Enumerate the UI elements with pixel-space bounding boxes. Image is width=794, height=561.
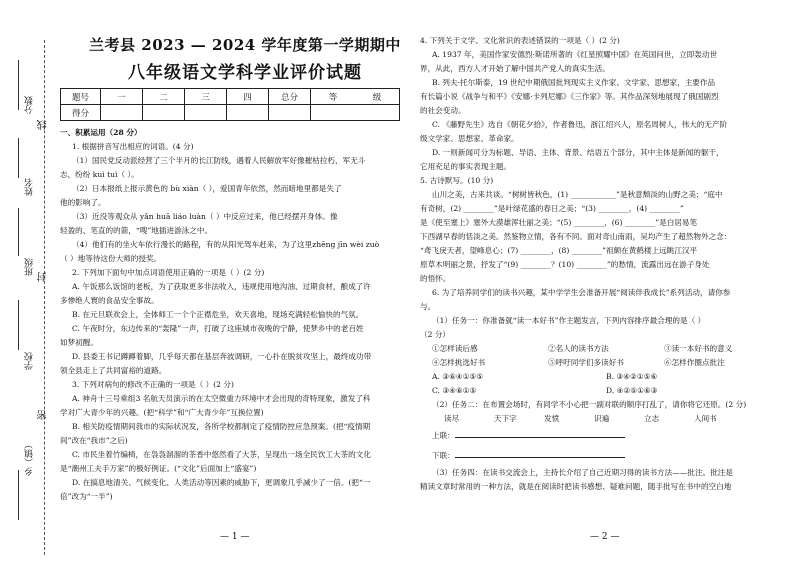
poem-line-1: 山川之美，古来共谈。“树树皆秋色，(1) ____________”是秋意颓淡的山野之美；“庭中 bbox=[432, 190, 723, 199]
margin-mi: 密 bbox=[38, 410, 49, 420]
couplet-word: 天下字 bbox=[494, 414, 517, 423]
question-6: 6. 为了培养同学们的读书兴趣，某中学学生会准备开展“阅读伴我成长”系列活动，请你参 bbox=[432, 288, 731, 297]
right-body-text bbox=[420, 34, 780, 494]
couplet-word: 发愤 bbox=[544, 414, 560, 423]
list-item: ⑤呼吁同学们多读好书 bbox=[548, 358, 624, 367]
score-header-cell: 三 bbox=[185, 89, 227, 105]
left-page bbox=[60, 0, 405, 561]
option-4b-cont: 有长篇小说《战争与和平》《安娜·卡列尼娜》《三作家》等。其作品深刻地展现了俄国剧烈 bbox=[420, 92, 719, 101]
poem-line-5: “鸢飞戾天者，望峰息心；(7) ________，(8) ________”祖颇在黄鹤楼上远眺江汉平 bbox=[420, 246, 698, 255]
list-item: ①怎样读后感 bbox=[432, 344, 478, 353]
question-2: 2. 下列加下面句中加点词语使用正确的一项是（ ）(2 分) bbox=[72, 268, 265, 277]
lower-couplet-label: 下联： bbox=[432, 451, 455, 460]
option-3a: A. 神舟十三号乘组3 名航天员演示的在太空微重力环境中才会出现的奇特现象，激发了科 bbox=[72, 394, 371, 403]
exam-title-line2: 八年级语文学科学业评价试题 bbox=[128, 63, 362, 83]
option-2b: B. 在元旦联欢会上，全体师工一个个正襟危坐，欢天喜地，现场充满轻松愉快的气氛。 bbox=[72, 310, 364, 319]
task-2: （2）任务二：在布置会场时，有同学不小心把一副对联的顺序打乱了，请你将它还原。(2 分) bbox=[432, 400, 747, 409]
school-rule bbox=[18, 300, 19, 350]
task-1: （1）任务一：你准备就“读一本好书”作主题发言，下列内容排序最合理的是（ ） bbox=[432, 316, 706, 325]
score-cell[interactable] bbox=[227, 105, 269, 121]
option-4a: A. 1937 年，美国作家安德烈·斯诺所著的《红星照耀中国》在英国问世，立即轰动世 bbox=[432, 50, 718, 59]
score-cell[interactable] bbox=[143, 105, 185, 121]
poem-line-2: 有奇树，(2) ________”是叶绿花盛的春日之美；“(3) ________，(4) ________” bbox=[420, 204, 684, 213]
margin-xingming: 姓名 bbox=[25, 178, 35, 196]
task-1-options-row1 bbox=[420, 370, 780, 384]
option-3b: B. 相关防疫情期间我市的实际状况发，各所学校都制定了疫情防控应急预案。(把“疫情期 bbox=[72, 422, 371, 431]
question-1: 1. 根据拼音写出相应的词语。(4 分) bbox=[72, 142, 194, 151]
question-1-2-cont: 他的影响了。 bbox=[60, 198, 106, 207]
score-header-cell: 级 bbox=[355, 89, 400, 105]
score-cell[interactable] bbox=[311, 105, 400, 121]
task-1-cont: （2 分） bbox=[420, 330, 451, 339]
score-rule bbox=[18, 60, 19, 110]
score-table bbox=[60, 88, 400, 121]
margin-xian: 线 bbox=[38, 120, 49, 130]
option-3d: D. 在搞息地清关、气候变化、人类活动等因素的威胁下，更调象几乎减少了一倍。(把“一 bbox=[72, 478, 371, 487]
question-1-3: （3）近没等观众从 yǎn huā liáo luàn（ ）中反应过来，他已经摆开身体。像 bbox=[72, 212, 338, 221]
town-rule bbox=[18, 470, 19, 520]
score-table-row bbox=[61, 105, 400, 121]
score-cell[interactable] bbox=[185, 105, 227, 121]
upper-couplet-label: 上联： bbox=[432, 431, 455, 440]
poem-line-6: 原草木明丽之景，抒发了“(9) ________？(10) ________”的愁情，流露出远在游子身处 bbox=[420, 260, 710, 269]
margin-feng: 封 bbox=[38, 272, 49, 282]
score-header-cell: 总分 bbox=[269, 89, 311, 105]
class-rule bbox=[18, 208, 19, 256]
score-header-cell: 二 bbox=[143, 89, 185, 105]
name-rule bbox=[18, 138, 19, 178]
margin-fen: 分数 bbox=[25, 96, 35, 114]
option-3d-cont: 倍”改为“一半”) bbox=[60, 492, 113, 501]
option-4b: B. 列夫·托尔斯泰，19 世纪中期俄国批判现实主义作家、文学家、思想家，主要作品 bbox=[432, 78, 716, 87]
task-1-items-row2 bbox=[420, 356, 780, 370]
question-1-4: （4）他们有的坐火车依行漫长的路程，有的从阳光驾车赶来，为了这里zhēng jīn wèi zuò bbox=[72, 240, 380, 249]
question-1-4-cont: （ ）地等待这份大师的授奖。 bbox=[60, 254, 162, 263]
question-1-1: （1）国民党反动派经营了三个半月的长江防线，遇着人民解放军好像摧枯拉朽，军无斗 bbox=[72, 156, 366, 165]
couplet-word: 人间书 bbox=[694, 414, 717, 423]
exam-title-line1: 兰考县 2023 — 2024 学年度第一学期期中 bbox=[89, 36, 401, 54]
score-cell[interactable] bbox=[269, 105, 311, 121]
list-item: ③读一本好书的意义 bbox=[664, 344, 733, 353]
right-page bbox=[420, 0, 780, 561]
poem-line-4: 下西湖早春的恬淡之美。然鉴物立情，各有不同。面对奇山南雨，吴均产生了超然物外之念： bbox=[420, 232, 732, 241]
score-cell[interactable] bbox=[101, 105, 143, 121]
option-3b-cont: 间”改在“我市”之后) bbox=[60, 436, 128, 445]
score-header-cell: 题号 bbox=[61, 89, 101, 105]
upper-couplet-blank[interactable] bbox=[455, 428, 625, 438]
list-item: ④怎样挑选好书 bbox=[432, 358, 486, 367]
poem-line-7: 的悟怀。 bbox=[420, 274, 451, 283]
question-4: 4. 下列关于文学、文化常识的表述错误的一项是（ ）(2 分) bbox=[420, 36, 620, 45]
margin-banji: 班级 bbox=[25, 258, 35, 276]
option-2d-cont: 领全县走上了共同富裕的道路。 bbox=[60, 366, 167, 375]
option-3c-cont: 是“潮州工夫手万家”的极好例证。(“文化”后面加上“盛宴”) bbox=[60, 464, 257, 473]
couplet-words bbox=[420, 412, 744, 426]
score-row-label: 得分 bbox=[61, 105, 101, 121]
question-3: 3. 下列对病句的修改不正确的一项是（ ）(2 分) bbox=[72, 380, 234, 389]
option-3c: C. 市民坐着竹编椅，在袅袅溜溜的茶香中悠然看了大茶，呈现出一场全民饮工大茶的文化 bbox=[72, 450, 371, 459]
list-item: ②名人的读书方法 bbox=[548, 344, 609, 353]
option-3a-cont: 学对广大青少年的兴趣。(把“科学”和“广大青少年”互换位置) bbox=[60, 408, 264, 417]
couplet-word: 识遍 bbox=[594, 414, 610, 423]
section-heading: 一、积累运用（28 分） bbox=[60, 128, 142, 137]
page-number-2: — 2 — bbox=[590, 532, 620, 542]
score-header-cell: 等 bbox=[311, 89, 355, 105]
left-body-text bbox=[60, 126, 405, 504]
option-4c: C. 《藤野先生》选自《朝花夕拾》，作者鲁迅，浙江绍兴人，原名周树人，伟大的无产阶 bbox=[432, 120, 728, 129]
binding-dashed-line bbox=[44, 40, 45, 555]
list-item: ⑥怎样作圈点批注 bbox=[664, 358, 725, 367]
option-4c-cont: 级文学家、思想家、革命家。 bbox=[420, 134, 519, 143]
task-3: （3）任务四：在读书交流会上，主持长介绍了自己近期习得的读书方法——批注。批注是 bbox=[432, 468, 733, 477]
option-4d-cont: 它用充足的事实表现主题。 bbox=[420, 162, 512, 171]
question-5: 5. 古诗默写。(10 分) bbox=[420, 176, 494, 185]
choice-option: A. ③⑥④①⑤⑤ bbox=[432, 372, 484, 381]
option-2a-cont: 多惨绝人寰的食品安全事故。 bbox=[60, 296, 159, 305]
score-table-header-row bbox=[61, 89, 400, 105]
task-1-options-row2 bbox=[420, 384, 780, 398]
margin-xiang: 乡（镇） bbox=[25, 440, 35, 476]
option-2c-cont: 如梦初醒。 bbox=[60, 338, 98, 347]
score-header-cell: 四 bbox=[227, 89, 269, 105]
option-4a-cont: 界，从此，西方人才开始了解中国共产党人的真实生活。 bbox=[420, 64, 610, 73]
margin-xuexiao: 学校 bbox=[25, 352, 35, 370]
option-4b-cont2: 的社会变动。 bbox=[420, 106, 466, 115]
poem-line-3: 是《使至塞上》塞外大漠雄浑壮丽之美；“(5) ________，(6) ________”是白居易笔 bbox=[420, 218, 698, 227]
score-header-cell: 一 bbox=[101, 89, 143, 105]
choice-option: C. ③④⑥①⑤ bbox=[432, 386, 477, 395]
question-1-2: （2）日本报纸上报示黄色的 bù xiàn（ ），爱国青年依然，然而暗地里都是失了 bbox=[72, 184, 342, 193]
choice-option: D. ④②⑤①⑥③ bbox=[606, 386, 658, 395]
task-1-items-row1 bbox=[420, 342, 780, 356]
option-4d: D. 一则新闻可分为标题、导语、主体、背景、结语五个部分，其中主体是新闻的躯干， bbox=[432, 148, 724, 157]
upper-couplet-line bbox=[420, 426, 780, 446]
option-2a: A. 午饭那么饭馆的老板，为了获取更多非法收入，违规使用地沟油、过期食材，酿成了许 bbox=[72, 282, 371, 291]
choice-option: B. ③④②①⑤⑥ bbox=[606, 372, 658, 381]
couplet-word: 读尽 bbox=[444, 414, 460, 423]
task-3-cont: 精读文章时常用的一种方法，就是在阅读时把读书感想、疑难问题，随手批写在书中的空白地 bbox=[420, 482, 732, 491]
question-1-1-cont: 志，纷纷 kuì tuì（ ）。 bbox=[60, 170, 139, 179]
option-2c: C. 午夜时分，东边传来的“轰隆”一声，打破了这座城市夜晚的宁静，使梦乡中的老百姓 bbox=[72, 324, 364, 333]
question-1-3-cont: 轻盈的、笔直的的箭，“嗖”地插进游泳之中。 bbox=[60, 226, 213, 235]
couplet-word: 立志 bbox=[644, 414, 660, 423]
lower-couplet-blank[interactable] bbox=[455, 448, 625, 458]
option-2d: D. 县委王书记蹲蹲着脚，几乎每天都在基层奔波调研，一心扑在脱贫攻坚上，最终成功带 bbox=[72, 352, 372, 361]
lower-couplet-line bbox=[420, 446, 780, 466]
page-number-1: — 1 — bbox=[220, 532, 250, 542]
question-6-cont: 与。 bbox=[420, 302, 436, 311]
